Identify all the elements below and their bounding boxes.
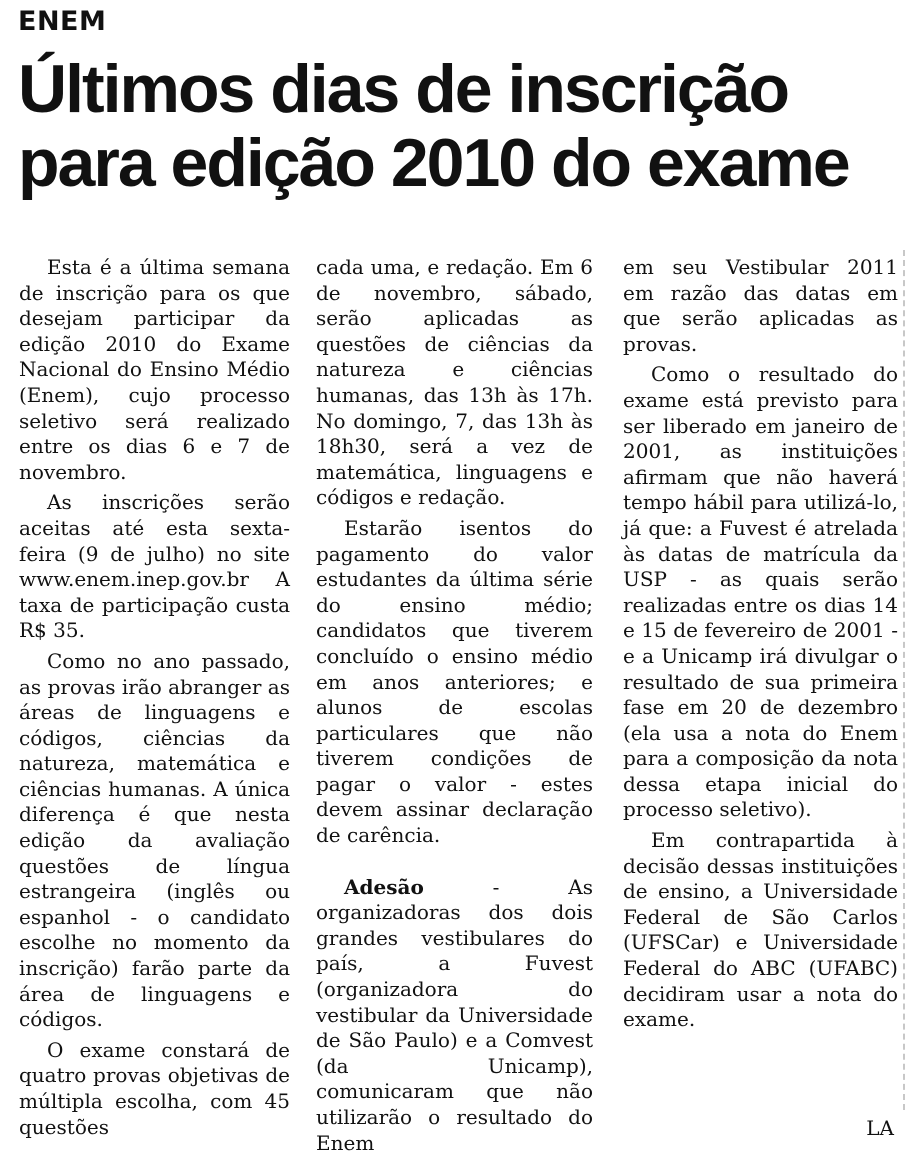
subhead-adesao: Adesão — [344, 874, 424, 899]
column-3 — [623, 255, 898, 1038]
paragraph: O exame constará de quatro provas objetivas de múltipla escolha, com 45 questões — [19, 1037, 290, 1139]
section-kicker: ENEM — [18, 6, 107, 37]
paragraph-adesao — [316, 875, 593, 1157]
paragraph: Estarão isentos do pagamento do valor estudantes da última série do ensino médio; candidatos que tiverem concluído o ensino médio em anos anteriores; e alunos de escolas particulares que não tiverem condições de pagar o valor - estes devem assinar declaração de carência. — [316, 515, 593, 848]
paragraph: Como o resultado do exame está previsto para ser liberado em janeiro de 2001, as instituições afirmam que não haverá tempo hábil para utilizá-lo, já que: a Fuvest é atrelada às datas de matrícula da USP - as quais serão realizadas entre os dias 14 e 15 de fevereiro de 2001 - e a Unicamp irá divulgar o resultado de sua primeira fase em 20 de dezembro (ela usa a nota do Enem para a composição da nota dessa etapa inicial do processo seletivo). — [623, 362, 898, 822]
clipping-edge-divider — [903, 250, 905, 1110]
paragraph: cada uma, e redação. Em 6 de novembro, sábado, serão aplicadas as questões de ciências da natureza e ciências humanas, das 13h às 17h. No domingo, 7, das 13h às 18h30, será a vez de matemática, linguagens e códigos e redação. — [316, 255, 593, 510]
author-signature: LA — [866, 1116, 894, 1140]
column-2 — [316, 255, 593, 1161]
paragraph: Como no ano passado, as provas irão abranger as áreas de linguagens e códigos, ciências da natureza, matemática e ciências humanas. A única diferença é que nesta edição da avaliação questões de língua estrangeira (inglês ou espanhol - o candidato escolhe no momento da inscrição) farão parte da área de linguagens e códigos. — [19, 648, 290, 1032]
column-1 — [19, 255, 290, 1145]
headline: Últimos dias de inscrição para edição 2010 do exame — [18, 51, 849, 201]
paragraph: em seu Vestibular 2011 em razão das datas em que serão aplicadas as provas. — [623, 255, 898, 356]
paragraph: Esta é a última semana de inscrição para os que desejam participar da edição 2010 do Exame Nacional do Ensino Médio (Enem), cujo processo seletivo será realizado entre os dias 6 e 7 de novembro. — [19, 255, 290, 484]
paragraph: As inscrições serão aceitas até esta sexta-feira (9 de julho) no site www.enem.inep.gov.br A taxa de participação custa R$ 35. — [19, 490, 290, 643]
paragraph: Em contrapartida à decisão dessas instituições de ensino, a Universidade Federal de São Carlos (UFSCar) e Universidade Federal do ABC (UFABC) decidiram usar a nota do exame. — [623, 828, 898, 1032]
paragraph-text: - As organizadoras dos dois grandes vestibulares do país, a Fuvest (organizadora do vestibular da Universidade de São Paulo) e a Comvest (da Unicamp), comunicaram que não utilizarão o resultado do Enem — [316, 874, 593, 1155]
